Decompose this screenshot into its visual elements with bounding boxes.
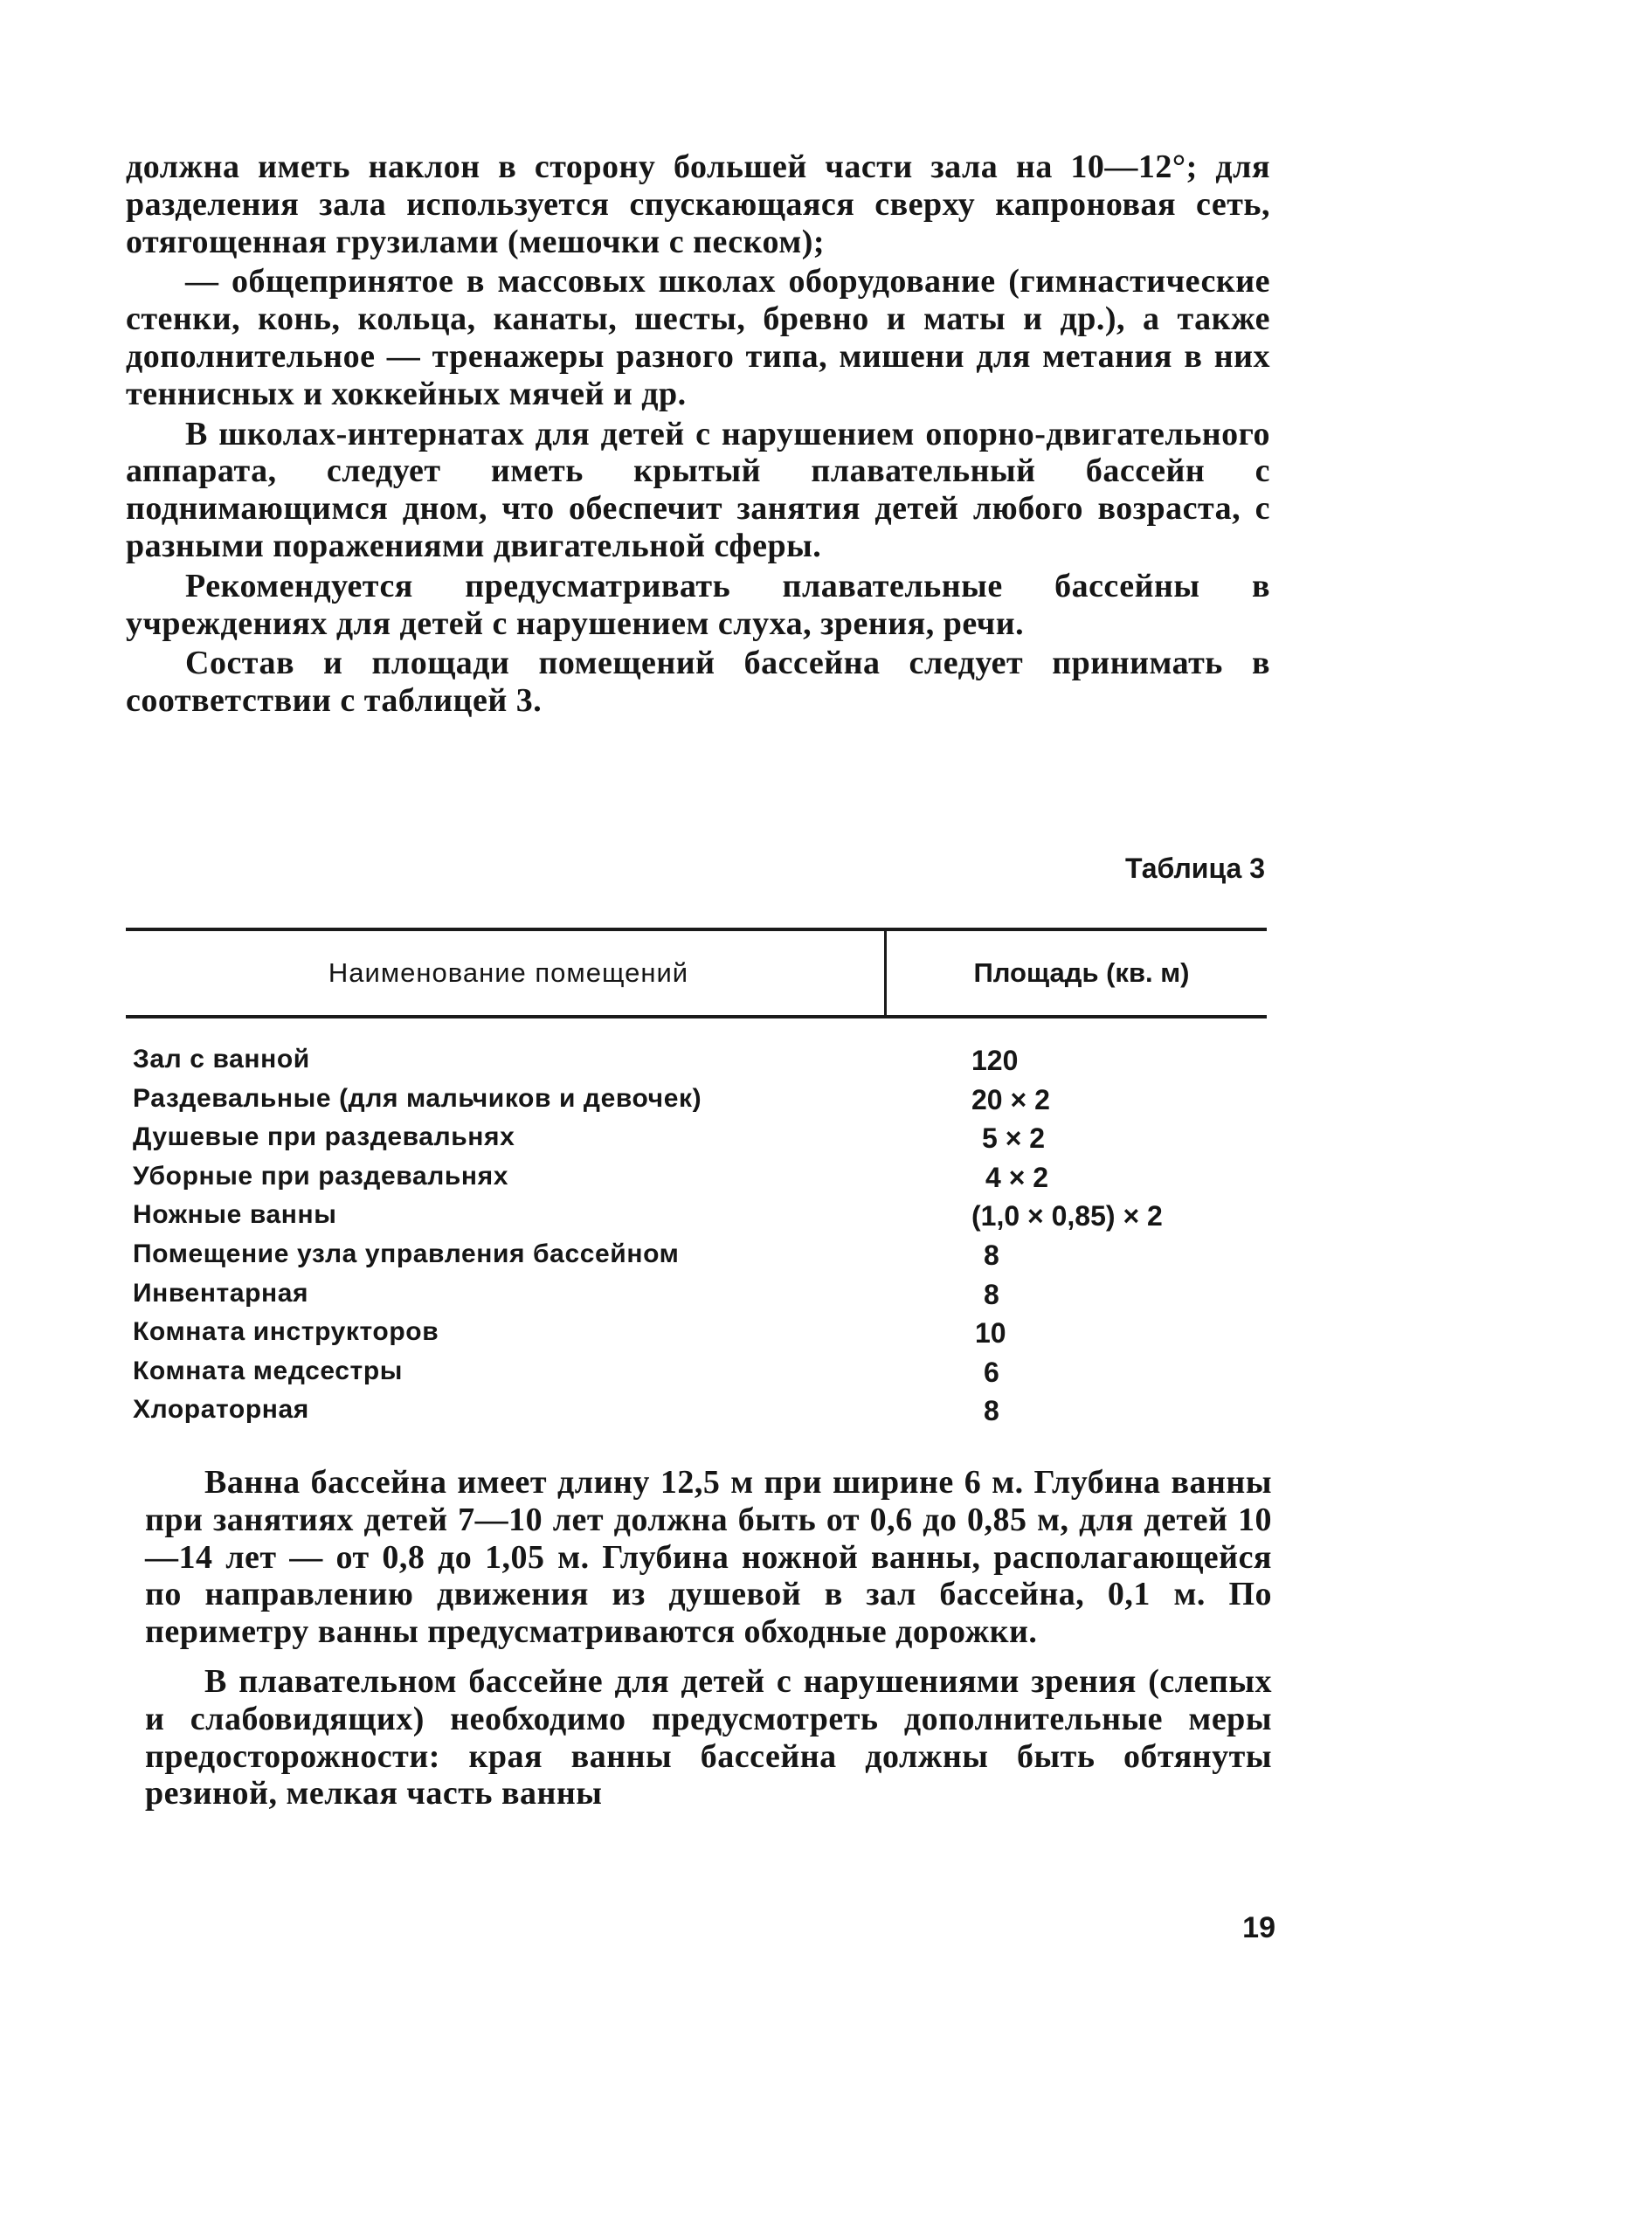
table-row xyxy=(133,1357,1268,1396)
room-area: 120 xyxy=(971,1045,1019,1076)
room-area: 20 × 2 xyxy=(971,1083,1050,1115)
table-header-rule xyxy=(126,1015,1267,1018)
table-row xyxy=(133,1162,1268,1201)
table-top-rule xyxy=(126,928,1267,931)
paragraph-equipment: — общепринятое в массовых школах оборудование (гимнастические стенки, конь, кольца, канаты, шесты, бревно и маты и др.), а также дополнительное — тренажеры разного типа, мишени для метания в них теннисных и хоккейных мячей и др. xyxy=(126,263,1270,412)
room-name: Зал с ванной xyxy=(133,1045,310,1074)
room-area: 8 xyxy=(984,1395,999,1427)
table-row xyxy=(133,1122,1268,1162)
room-name: Хлораторная xyxy=(133,1395,309,1425)
room-area: (1,0 × 0,85) × 2 xyxy=(971,1200,1163,1232)
room-name: Душевые при раздевальнях xyxy=(133,1122,515,1152)
room-area: 5 × 2 xyxy=(982,1122,1046,1155)
table-row xyxy=(133,1279,1268,1318)
paragraph-visually-impaired: В плавательном бассейне для детей с нарушениями зрения (слепых и слабовидящих) необходимо предусмотреть дополнительные меры предосторожности: края ванны бассейна должны быть обтянуты резиной, мелкая часть ванны xyxy=(145,1662,1272,1812)
room-name: Раздевальные (для мальчиков и девочек) xyxy=(133,1083,702,1113)
paragraph-composition: Состав и площади помещений бассейна следует принимать в соответствии с таблицей 3. xyxy=(126,645,1270,720)
table-row xyxy=(133,1317,1268,1357)
room-name: Комната медсестры xyxy=(133,1356,403,1385)
room-area: 10 xyxy=(975,1317,1006,1350)
text-block-top xyxy=(126,148,1270,720)
table-row xyxy=(133,1045,1268,1084)
page-number: 19 xyxy=(1242,1911,1275,1944)
table-header-area: Площадь (кв. м) xyxy=(973,957,1190,988)
room-name: Инвентарная xyxy=(133,1278,309,1308)
table-row xyxy=(133,1395,1268,1434)
room-name: Ножные ванны xyxy=(133,1200,337,1230)
room-area: 4 × 2 xyxy=(985,1161,1049,1193)
room-name: Комната инструкторов xyxy=(133,1317,439,1347)
room-area: 8 xyxy=(984,1239,999,1271)
table-row xyxy=(133,1200,1268,1239)
text-block-bottom xyxy=(145,1464,1272,1812)
table-row xyxy=(133,1239,1268,1279)
table-header-name: Наименование помещений xyxy=(328,957,689,988)
table-row xyxy=(133,1084,1268,1123)
paragraph-pool-dimensions: Ванна бассейна имеет длину 12,5 м при ширине 6 м. Глубина ванны при занятиях детей 7—10 лет должна быть от 0,6 до 0,85 м, для детей 10—14 лет — от 0,8 до 1,05 м. Глубина ножной ванны, располагающейся по направлению движения из душевой в зал бассейна, 0,1 м. По периметру ванны предусматриваются обходные дорожки. xyxy=(145,1464,1272,1651)
paragraph-boarding-schools: В школах-интернатах для детей с нарушением опорно-двигательного аппарата, следует иметь крытый плавательный бассейн с поднимающимся дном, что обеспечит занятия детей любого возраста, с разными поражениями двигательной сферы. xyxy=(126,415,1270,564)
room-area: 8 xyxy=(984,1278,999,1310)
room-name: Помещение узла управления бассейном xyxy=(133,1239,680,1268)
room-name: Уборные при раздевальнях xyxy=(133,1161,509,1191)
table-caption: Таблица 3 xyxy=(1124,853,1265,884)
paragraph-recommendation: Рекомендуется предусматривать плавательные бассейны в учреждениях для детей с нарушением слуха, зрения, речи. xyxy=(126,567,1270,642)
paragraph-continuation: должна иметь наклон в сторону большей части зала на 10—12°; для разделения зала используется спускающаяся сверху капроновая сеть, отягощенная грузилами (мешочки с песком); xyxy=(126,148,1270,260)
room-area: 6 xyxy=(984,1356,999,1388)
table-body xyxy=(133,1045,1268,1434)
